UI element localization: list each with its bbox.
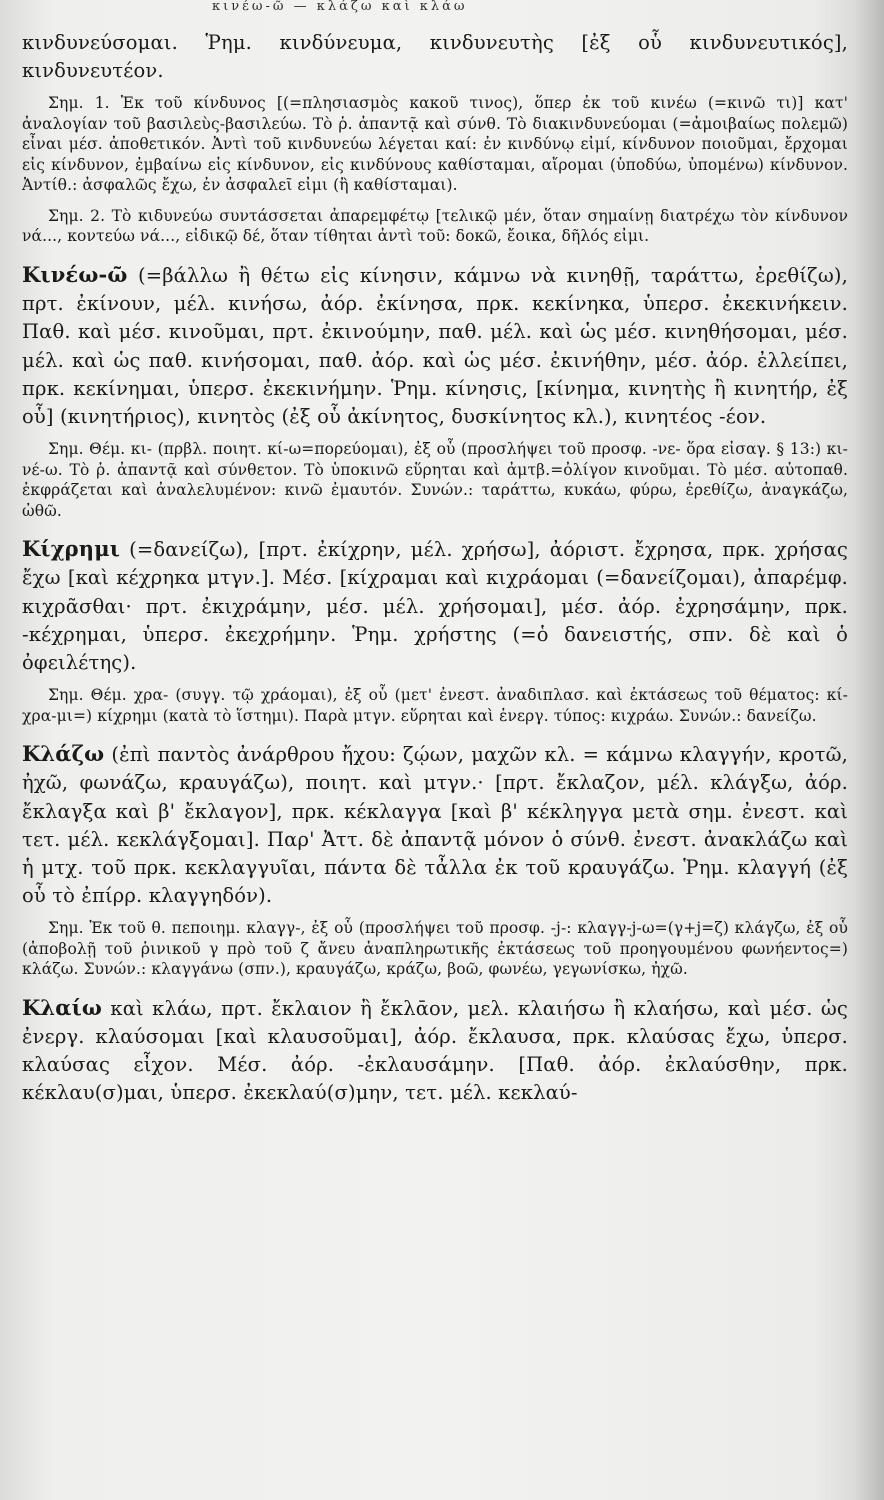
entry-text [22, 994, 848, 1108]
entry-body: (=βάλλω ἢ θέτω εἰς κίνησιν, κάμνω νὰ κινηθῇ, ταράττω, ἐρεθίζω), πρτ. ἐκίνουν, μέλ. κινήσω, ἀόρ. ἐκίνησα, πρκ. κεκίνηκα, ὑπερσ. ἐκεκινήκειν. Παθ. καὶ μέσ. κινοῦμαι, πρτ. ἐκινούμην, παθ. μέλ. καὶ ὡς μέσ. κινηθήσομαι, μέσ. μέλ. καὶ ὡς παθ. κινήσομαι, παθ. ἀόρ. καὶ ὡς μέσ. ἐκινήθην, μέσ. ἀόρ. ἐλλείπει, πρκ. κεκίνημαι, ὑπερσ. ἐκεκινήμην. Ῥημ. κίνησις, [κίνημα, κινητὴς ἢ κινητήρ, ἐξ οὗ] (κινητήριος), κινητὸς (ἐξ οὗ ἀκίνητος, δυσκίνητος κλ.), κινητέος -έον. [22, 263, 848, 428]
entry-text [22, 740, 848, 910]
entry-kindyneuo-continuation [22, 28, 848, 247]
entry-text [22, 261, 848, 431]
entry-kichremi [22, 535, 848, 726]
page-edge-shadow [856, 0, 884, 1500]
headword: Κλάζω [22, 741, 105, 767]
entry-note: Σημ. 2. Τὸ κιδυνεύω συντάσσεται ἀπαρεμφέτῳ [τελικῷ μέν, ὅταν σημαίνῃ διατρέχω τὸν κίνδυνον νά..., κοντεύω νά..., εἰδικῷ δέ, ὅταν τίθηται ἀντὶ τοῦ: δοκῶ, ἔοικα, δῆλός εἰμι. [22, 206, 848, 246]
running-head: κινέω-ῶ — κλάζω καὶ κλάω [212, 0, 468, 14]
entry-note: Σημ. Θέμ. κι- (πρβλ. ποιητ. κί-ω=πορεύομαι), ἐξ οὗ (προσλήψει τοῦ προσφ. -νε- ὅρα εἰσαγ. § 13:) κι-νέ-ω. Τὸ ῥ. ἀπαντᾷ καὶ σύνθετον. Τὸ ὑποκινῶ εὕρηται καὶ ἀμτβ.=ὀλίγον κινοῦμαι. Τὸ μέσ. αὐτοπαθ. ἐκφράζεται καὶ ἀναλελυμένον: κινῶ ἐμαυτόν. Συνών.: ταράττω, κυκάω, φύρω, ἐρεθίζω, ἀναγκάζω, ὠθῶ. [22, 440, 848, 520]
headword: Κίχρημι [22, 536, 121, 562]
headword: Κινέω-ῶ [22, 261, 128, 287]
entry-note: Σημ. Ἐκ τοῦ θ. πεποιημ. κλαγγ-, ἐξ οὗ (προσλήψει τοῦ προσφ. -j-: κλαγγ-j-ω=(γ+j=ζ) κλάγζω, ἐξ οὗ (ἀποβολῇ τοῦ ῥινικοῦ γ πρὸ τοῦ ζ ἄνευ ἀναπληρωτικῆς ἐκτάσεως τοῦ προηγουμένου φωνήεντος=) κλάζω. Συνών.: κλαγγάνω (σπν.), κραυγάζω, κράζω, βοῶ, φωνέω, γεγωνίσκω, ἠχῶ. [22, 919, 848, 979]
entry-note: Σημ. Θέμ. χρα- (συγγ. τῷ χράομαι), ἐξ οὗ (μετ' ἐνεστ. ἀναδιπλασ. καὶ ἐκτάσεως τοῦ θέματος: κί-χρα-μι=) κίχρημι (κατὰ τὸ ἵστημι). Παρὰ μτγν. εὕρηται καὶ ἐνεργ. τύπος: κιχράω. Συνών.: δανείζω. [22, 686, 848, 725]
entry-body: (ἐπὶ παντὸς ἀνάρθρου ἤχου: ζῴων, μαχῶν κλ. = κάμνω κλαγγήν, κροτῶ, ἠχῶ, φωνάζω, κραυγάζω), ποιητ. καὶ μτγν.· [πρτ. ἔκλαζον, μέλ. κλάγξω, ἀόρ. ἔκλαγξα καὶ β' ἔκλαγον], πρκ. κέκλαγγα [καὶ β' κέκληγγα μετὰ σημ. ἐνεστ. καὶ τετ. μέλ. κεκλάγξομαι]. Παρ' Ἀττ. δὲ ἀπαντᾷ μόνον ὁ σύνθ. ἐνεστ. ἀνακλάζω καὶ ἡ μτχ. τοῦ πρκ. κεκλαγγυῖαι, πάντα δὲ τἆλλα ἐκ τοῦ κραυγάζω. Ῥημ. κλαγγή (ἐξ οὗ τὸ ἐπίρρ. κλαγγηδόν). [22, 743, 848, 908]
entry-body: (=δανείζω), [πρτ. ἐκίχρην, μέλ. χρήσω], ἀόριστ. ἔχρησα, πρκ. χρήσας ἔχω [καὶ κέχρηκα μτγν.]. Μέσ. [κίχραμαι καὶ κιχράομαι (=δανείζομαι), ἀπαρέμφ. κιχρᾶσθαι· πρτ. ἐκιχράμην, μέσ. μέλ. χρήσομαι], μέσ. ἀόρ. ἐχρησάμην, πρκ. -κέχρημαι, ὑπερσ. ἐκεχρήμην. Ῥημ. χρήστης (=ὁ δανειστής, σπν. δὲ καὶ ὁ ὀφειλέτης). [22, 538, 848, 674]
entry-note: Σημ. 1. Ἐκ τοῦ κίνδυνος [(=πλησιασμὸς κακοῦ τινος), ὅπερ ἐκ τοῦ κινέω (=κινῶ τι)] κατ' ἀναλογίαν τοῦ βασιλεὺς-βασιλεύω. Τὸ ῥ. ἀπαντᾷ καὶ σύνθ. Τὸ διακινδυνεύομαι (=ἀμοιβαίως πολεμῶ) εἶναι μέσ. ἀποθετικόν. Ἀντὶ τοῦ κινδυνεύω λέγεται καί: ἐν κινδύνῳ εἰμί, κίνδυνον ποιοῦμαι, ἔρχομαι εἰς κίνδυνον, ἐμβαίνω εἰς κίνδυνον, εἰς κινδύνους καθίσταμαι, αἴρομαι (ὑποδύω, ὑπομένω) κίνδυνον. Ἀντίθ.: ἀσφαλῶς ἔχω, ἐν ἀσφαλεῖ εἰμι (ἢ καθίσταμαι). [22, 94, 848, 195]
entry-klaio [22, 994, 848, 1108]
entry-text [22, 535, 848, 677]
entry-body: κινδυνεύσομαι. Ῥημ. κινδύνευμα, κινδυνευτὴς [ἐξ οὗ κινδυνευτικός], κινδυνευτέον. [22, 31, 848, 83]
entry-kineo [22, 261, 848, 521]
entry-body: καὶ κλάω, πρτ. ἔκλαιον ἢ ἔκλᾱον, μελ. κλαιήσω ἢ κλαήσω, καὶ μέσ. ὡς ἐνεργ. κλαύσομαι [καὶ κλαυσοῦμαι], ἀόρ. ἔκλαυσα, πρκ. κλαύσας ἔχω, ὑπερσ. κλαύσας εἶχον. Μέσ. ἀόρ. -ἐκλαυσάμην. [Παθ. ἀόρ. ἐκλαύσθην, πρκ. κέκλαυ(σ)μαι, ὑπερσ. ἐκεκλαύ(σ)μην, τετ. μέλ. κεκλαύ- [22, 996, 848, 1105]
entry-klazo [22, 740, 848, 980]
entry-text [22, 28, 848, 85]
headword: Κλαίω [22, 994, 103, 1020]
